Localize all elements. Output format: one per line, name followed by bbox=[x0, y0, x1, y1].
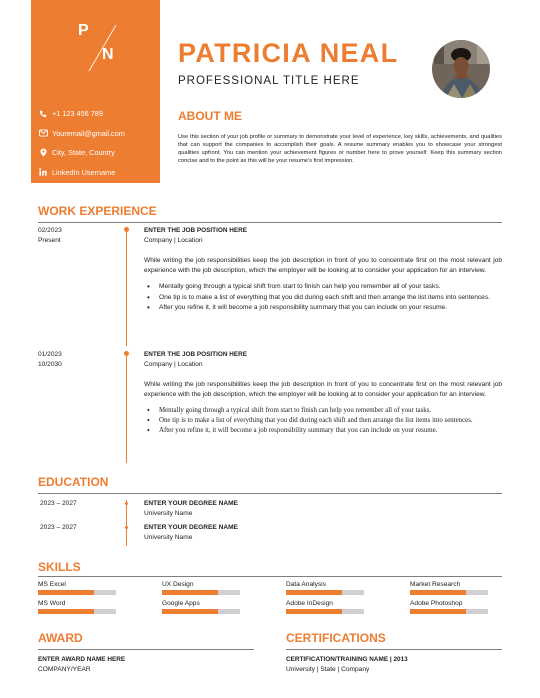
job-date-end: Present bbox=[38, 237, 61, 244]
job-bullet: • One tip is to make a list of everything that you did during each shift and then arrange the list items into sentences. bbox=[144, 293, 502, 304]
location-text: City, State, Country bbox=[52, 148, 115, 158]
monogram bbox=[31, 0, 160, 80]
skill-item bbox=[410, 599, 488, 614]
monogram-divider bbox=[31, 0, 160, 80]
skill-level-fill bbox=[410, 590, 466, 595]
skill-name: Google Apps bbox=[162, 600, 200, 607]
job-title: ENTER THE JOB POSITION HERE bbox=[144, 227, 247, 234]
award-heading: AWARD bbox=[38, 631, 83, 645]
education-divider bbox=[38, 493, 502, 494]
degree-name: ENTER YOUR DEGREE NAME bbox=[144, 524, 239, 531]
job-entry bbox=[144, 226, 502, 314]
timeline-dot bbox=[125, 502, 128, 505]
timeline-dot bbox=[124, 351, 129, 356]
timeline-line bbox=[126, 227, 127, 346]
skill-level-fill bbox=[410, 609, 466, 614]
education-entry bbox=[144, 523, 238, 543]
skill-name: MS Excel bbox=[38, 581, 66, 588]
skill-name: Data Analysis bbox=[286, 581, 326, 588]
skill-name: Adobe InDesign bbox=[286, 600, 333, 607]
phone-icon bbox=[38, 109, 48, 119]
skill-item bbox=[286, 580, 364, 595]
award-subtitle: COMPANY/YEAR bbox=[38, 666, 91, 673]
skill-level-fill bbox=[162, 609, 218, 614]
skill-bar bbox=[38, 590, 116, 595]
education-entry bbox=[144, 499, 238, 519]
skill-bar bbox=[162, 609, 240, 614]
skill-bar bbox=[410, 590, 488, 595]
skill-level-fill bbox=[38, 609, 94, 614]
skill-bar bbox=[162, 590, 240, 595]
skill-level-fill bbox=[162, 590, 218, 595]
job-dates bbox=[38, 226, 62, 246]
monogram-first-initial: P bbox=[78, 22, 89, 39]
job-date-start: 02/2023 bbox=[38, 227, 62, 234]
certifications-divider bbox=[286, 649, 502, 650]
contact-linkedin[interactable] bbox=[38, 163, 125, 183]
job-entry bbox=[144, 350, 502, 436]
skill-bar bbox=[410, 609, 488, 614]
education-heading: EDUCATION bbox=[38, 475, 109, 489]
timeline-dot bbox=[124, 227, 129, 232]
about-text: Use this section of your job profile or summary to demonstrate your level of experience, key skills, achievements, and qualities that can support the companies to accomplish their goals. A resume summary enables you to showcase your strongest qualities upfront. You can mention your achievement figures or number here to prove yourself. Keep this summary section concise and to the point as this will be your resume's first impression. bbox=[178, 134, 502, 165]
email-icon bbox=[38, 128, 48, 138]
linkedin-text: LinkedIn Username bbox=[52, 167, 116, 177]
skills-heading: SKILLS bbox=[38, 560, 81, 574]
job-bullets bbox=[144, 406, 502, 435]
skill-name: Market Research bbox=[410, 581, 461, 588]
skill-name: UX Design bbox=[162, 581, 194, 588]
about-heading: ABOUT ME bbox=[178, 109, 242, 123]
skill-bar bbox=[38, 609, 116, 614]
linkedin-icon bbox=[38, 167, 48, 177]
skill-item bbox=[410, 580, 488, 595]
job-date-start: 01/2023 bbox=[38, 351, 62, 358]
profile-photo bbox=[432, 40, 490, 98]
contact-email[interactable] bbox=[38, 124, 125, 144]
skills-divider bbox=[38, 576, 502, 577]
job-dates bbox=[38, 350, 62, 370]
skill-name: MS Word bbox=[38, 600, 66, 607]
contact-phone[interactable] bbox=[38, 104, 125, 124]
award-title: ENTER AWARD NAME HERE bbox=[38, 656, 126, 663]
job-bullet: • One tip is to make a list of everything that you did during each shift and then arrange the list items into sentences. bbox=[144, 416, 502, 426]
school-name: University Name bbox=[144, 510, 193, 517]
skill-level-fill bbox=[286, 609, 342, 614]
contact-list bbox=[38, 104, 125, 182]
job-description: While writing the job responsibilities keep the job description in front of you to concentrate first on the most relevant job experience with the job description, which the employer will be looking at to consider your application for an interview. bbox=[144, 381, 502, 399]
skill-level-fill bbox=[38, 590, 94, 595]
job-description: While writing the job responsibilities keep the job description in front of you to concentrate first on the most relevant job experience with the job description, which the employer will be looking at to consider your application for an interview. bbox=[144, 257, 502, 275]
job-bullet: • Mentally going through a typical shift from start to finish can help you remember all of your tasks. bbox=[144, 406, 502, 416]
sidebar-box bbox=[31, 0, 160, 183]
skill-item bbox=[162, 580, 240, 595]
skill-name: Adobe Photoshop bbox=[410, 600, 463, 607]
candidate-name: PATRICIA NEAL bbox=[178, 38, 399, 68]
skill-item bbox=[38, 580, 116, 595]
timeline-dot bbox=[125, 526, 128, 529]
education-date: 2023 – 2027 bbox=[40, 500, 77, 507]
certification-subtitle: University | State | Company bbox=[286, 666, 370, 673]
email-text: Youremail@gmail.com bbox=[52, 128, 125, 138]
skill-item bbox=[38, 599, 116, 614]
award-divider bbox=[38, 649, 254, 650]
work-experience-divider bbox=[38, 222, 502, 223]
job-bullets bbox=[144, 282, 502, 314]
professional-title: PROFESSIONAL TITLE HERE bbox=[178, 75, 360, 87]
monogram-last-initial: N bbox=[102, 46, 114, 63]
job-company: Company | Location bbox=[144, 237, 203, 244]
degree-name: ENTER YOUR DEGREE NAME bbox=[144, 500, 239, 507]
job-bullet: • After you refine it, it will become a job responsibility summary that you can include on your resume. bbox=[144, 426, 502, 436]
job-title: ENTER THE JOB POSITION HERE bbox=[144, 351, 247, 358]
school-name: University Name bbox=[144, 534, 193, 541]
certifications-heading: CERTIFICATIONS bbox=[286, 631, 386, 645]
education-date: 2023 – 2027 bbox=[40, 524, 77, 531]
timeline-line bbox=[126, 500, 127, 546]
job-date-end: 10/2030 bbox=[38, 361, 62, 368]
skill-bar bbox=[286, 609, 364, 614]
work-experience-heading: WORK EXPERIENCE bbox=[38, 204, 157, 218]
skill-bar bbox=[286, 590, 364, 595]
skill-level-fill bbox=[286, 590, 342, 595]
job-bullet: • Mentally going through a typical shift from start to finish can help you remember all of your tasks. bbox=[144, 282, 502, 293]
location-pin-icon bbox=[38, 148, 48, 158]
contact-location bbox=[38, 143, 125, 163]
skill-item bbox=[162, 599, 240, 614]
certification-title: CERTIFICATION/TRAINING NAME | 2013 bbox=[286, 656, 408, 663]
timeline-line bbox=[126, 351, 127, 463]
job-bullet: • After you refine it, it will become a job responsibility summary that you can include on your resume. bbox=[144, 303, 502, 314]
job-company: Company | Location bbox=[144, 361, 203, 368]
phone-text: +1 123 456 789 bbox=[52, 109, 103, 119]
skill-item bbox=[286, 599, 364, 614]
